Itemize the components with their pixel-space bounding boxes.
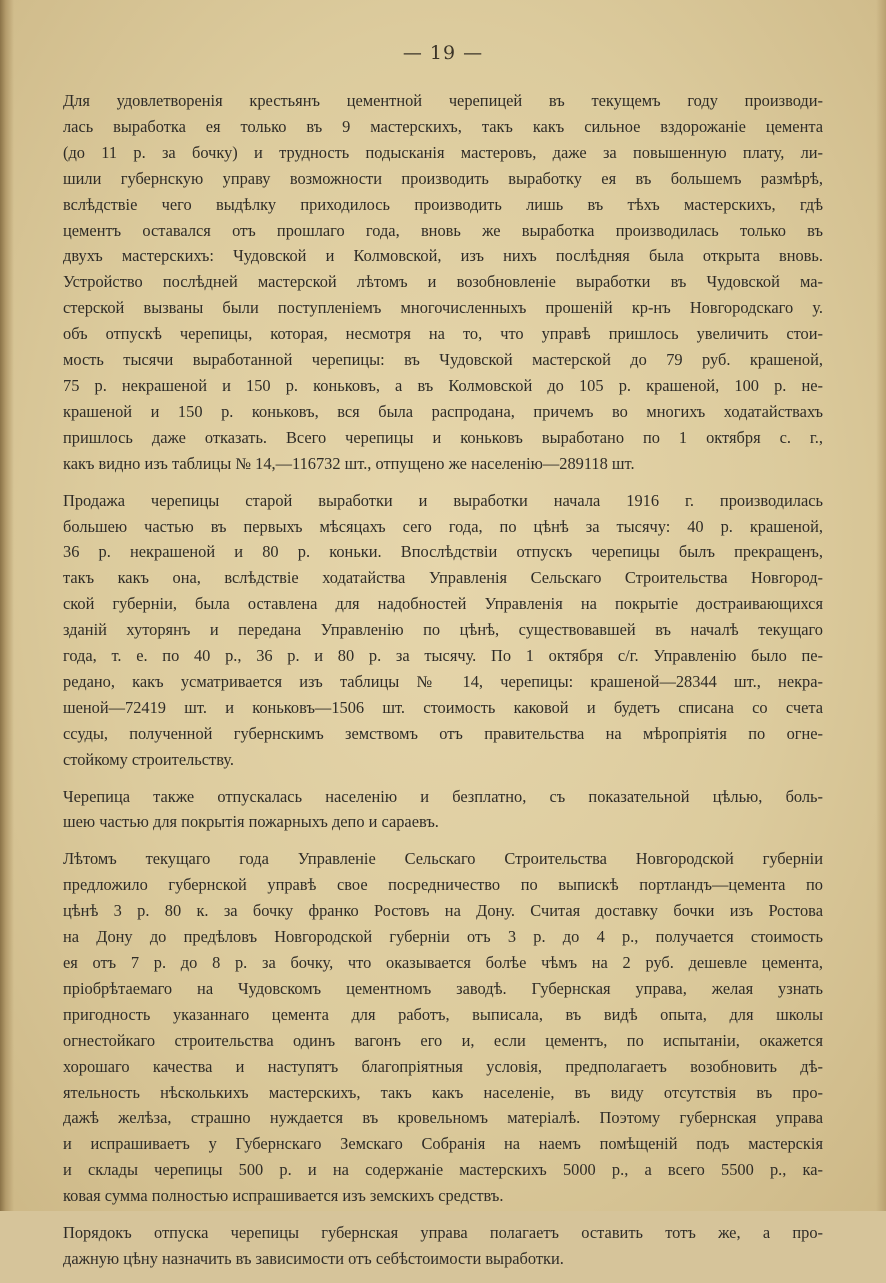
text-line: двухъ мастерскихъ: Чудовской и Колмовской, изъ нихъ послѣдняя была открыта вновь. bbox=[63, 246, 823, 266]
text-line: 36 р. некрашеной и 80 р. коньки. Впослѣдствіи отпускъ черепицы былъ прекращенъ, bbox=[63, 542, 823, 562]
text-line: мость тысячи выработанной черепицы: въ Чудовской мастерской до 79 руб. крашеной, bbox=[63, 350, 823, 370]
text-line: ковая сумма полностью испрашивается изъ земскихъ средствъ. bbox=[63, 1186, 504, 1206]
paragraph bbox=[63, 846, 823, 1209]
text-line: на Дону до предѣловъ Новгородской губерніи отъ 3 р. до 4 р., получается стоимость bbox=[63, 927, 823, 947]
text-line: пришлось даже отказать. Всего черепицы и коньковъ выработано по 1 октября с. г., bbox=[63, 427, 823, 447]
text-line: какъ видно изъ таблицы № 14,—116732 шт., отпущено же населенію—289118 шт. bbox=[63, 453, 635, 473]
page-left-edge bbox=[0, 0, 14, 1211]
text-line: и испрашиваетъ у Губернскаго Земскаго Собранія на наемъ помѣщеній подъ мастерскія bbox=[63, 1134, 823, 1154]
text-line: ской губерніи, была оставлена для надобностей Управленія на покрытіе достраивающихся bbox=[63, 594, 823, 614]
text-line: Для удовлетворенія крестьянъ цементной черепицей въ текущемъ году производи- bbox=[63, 91, 823, 110]
text-line: предложило губернской управѣ свое посредничество по выпискѣ портландъ—цемента по bbox=[63, 875, 823, 895]
text-line: большею частью въ первыхъ мѣсяцахъ сего года, по цѣнѣ за тысячу: 40 р. крашеной, bbox=[63, 516, 823, 536]
text-line: дажѣ желѣза, страшно нуждается въ кровельномъ матеріалѣ. Поэтому губернская управа bbox=[63, 1108, 823, 1128]
text-line: Устройство послѣдней мастерской лѣтомъ и возобновленіе выработки въ Чудовской ма- bbox=[63, 272, 823, 292]
text-line: крашеной и 150 р. коньковъ, вся была распродана, причемъ во многихъ ходатайствахъ bbox=[63, 401, 823, 421]
text-line: редано, какъ усматривается изъ таблицы № 14, черепицы: крашеной—28344 шт., некра- bbox=[63, 671, 823, 691]
text-line: шею частью для покрытія пожарныхъ депо и сараевъ. bbox=[63, 812, 439, 832]
text-line: Лѣтомъ текущаго года Управленіе Сельскаго Строительства Новгородской губерніи bbox=[63, 849, 823, 869]
text-line: 75 р. некрашеной и 150 р. коньковъ, а въ Колмовской до 105 р. крашеной, 100 р. не- bbox=[63, 375, 823, 395]
paragraph bbox=[63, 784, 823, 836]
text-line: хорошаго качества и наступятъ благопріятныя условія, предполагаетъ возобновить дѣ- bbox=[63, 1056, 823, 1076]
body-text bbox=[63, 88, 823, 1283]
page-number: — 19 — bbox=[402, 42, 484, 64]
text-line: ссуды, полученной губернскимъ земствомъ отъ правительства на мѣропріятія по огне- bbox=[63, 723, 823, 743]
paragraph bbox=[63, 488, 823, 773]
text-line: огнестойкаго строительства одинъ вагонъ его и, если цементъ, по испытаніи, окажется bbox=[63, 1030, 823, 1050]
page-right-edge bbox=[876, 0, 886, 1211]
text-line: стойкому строительству. bbox=[63, 749, 235, 769]
text-line: и склады черепицы 500 р. и на содержаніе мастерскихъ 5000 р., а всего 5500 р., ка- bbox=[63, 1160, 823, 1180]
text-line: ея отъ 7 р. до 8 р. за бочку, что оказывается болѣе чѣмъ на 2 руб. дешевле цемента, bbox=[63, 953, 823, 972]
text-line: объ отпускѣ черепицы, которая, несмотря на то, что управѣ пришлось увеличить стои- bbox=[63, 324, 823, 344]
text-line: лась выработка ея только въ 9 мастерскихъ, такъ какъ сильное вздорожаніе цемента bbox=[63, 116, 823, 136]
text-line: дажную цѣну назначить въ зависимости отъ себѣстоимости выработки. bbox=[63, 1248, 564, 1268]
text-line: зданій хуторянъ и передана Управленію по цѣнѣ, существовавшей въ началѣ текущаго bbox=[63, 620, 823, 640]
text-line: такъ какъ она, вслѣдствіе ходатайства Управленія Сельскаго Строительства Новгород- bbox=[63, 568, 823, 588]
text-line: Порядокъ отпуска черепицы губернская управа полагаетъ оставить тотъ же, а про- bbox=[63, 1223, 823, 1243]
text-line: Черепица также отпускалась населенію и безплатно, съ показательной цѣлью, боль- bbox=[63, 786, 823, 806]
text-line: цементъ оставался отъ прошлаго года, вновь же выработка производилась только въ bbox=[63, 220, 823, 240]
text-line: ятельность нѣсколькихъ мастерскихъ, такъ какъ населеніе, въ виду отсутствія въ про- bbox=[63, 1082, 823, 1102]
text-line: года, т. е. по 40 р., 36 р. и 80 р. за тысячу. По 1 октября с/г. Управленію было пе- bbox=[63, 646, 823, 666]
text-line: шили губернскую управу возможности производить выработку ея въ большемъ размѣрѣ, bbox=[63, 168, 823, 188]
text-line: пригодность указаннаго цемента для работъ, выписала, въ видѣ опыта, для школы bbox=[63, 1004, 823, 1024]
text-line: шеной—72419 шт. и коньковъ—1506 шт. стоимость каковой и будетъ списана со счета bbox=[63, 697, 823, 717]
text-line: (до 11 р. за бочку) и трудность подысканія мастеровъ, даже за повышенную плату, ли- bbox=[63, 142, 823, 162]
text-line: Продажа черепицы старой выработки и выработки начала 1916 г. производилась bbox=[63, 490, 823, 510]
text-line: пріобрѣтаемаго на Чудовскомъ цементномъ заводѣ. Губернская управа, желая узнать bbox=[63, 978, 823, 998]
paragraph bbox=[63, 1220, 823, 1272]
text-line: цѣнѣ 3 р. 80 к. за бочку франко Ростовъ на Дону. Считая доставку бочки изъ Ростова bbox=[63, 901, 823, 921]
text-line: стерской вызваны были поступленіемъ многочисленныхъ прошеній кр-нъ Новгородскаго у. bbox=[63, 298, 823, 318]
paragraph bbox=[63, 88, 823, 477]
text-line: вслѣдствіе чего выдѣлку приходилось производить лишь въ тѣхъ мастерскихъ, гдѣ bbox=[63, 194, 823, 214]
